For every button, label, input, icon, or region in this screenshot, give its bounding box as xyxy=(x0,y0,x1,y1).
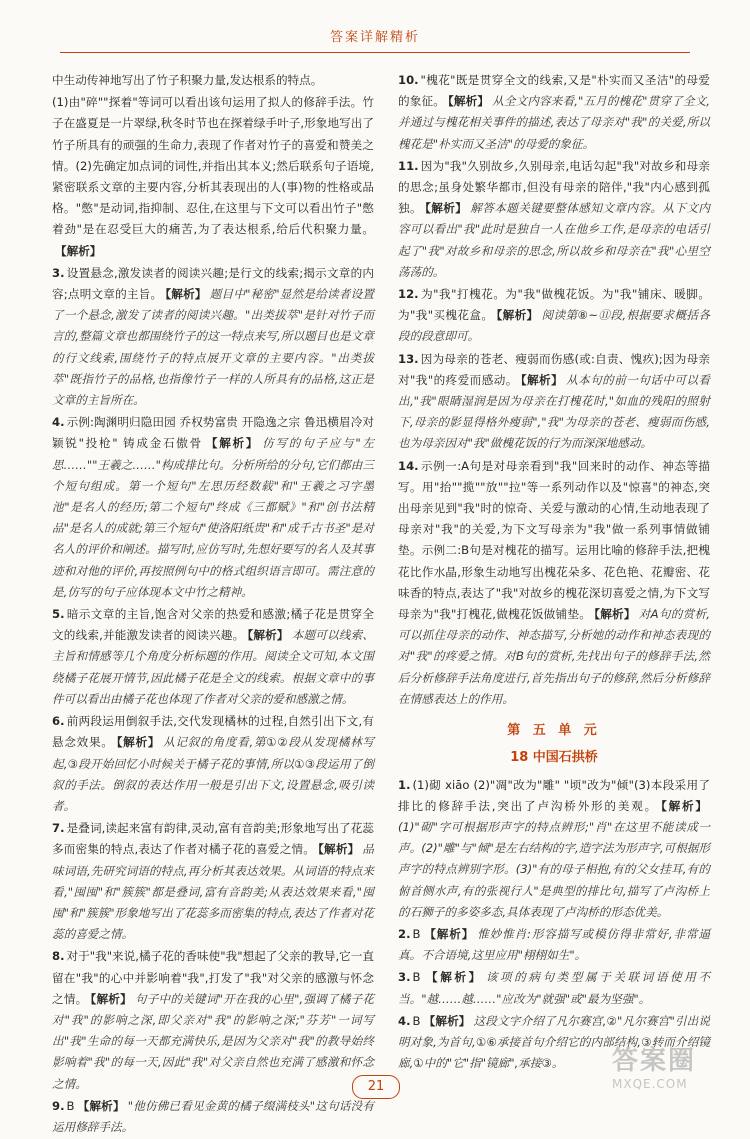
answer-paragraph xyxy=(398,456,710,710)
question-number: 4. xyxy=(398,1013,411,1028)
answer-text: 暗示文章的主旨,饱含对父亲的热爱和感激;橘子花是贯穿全文的线索,并能激发读者的阅读兴趣。 xyxy=(52,607,374,643)
question-number: 11. xyxy=(398,158,419,173)
question-number: 12. xyxy=(398,287,419,302)
answer-text: B xyxy=(412,1013,421,1028)
answer-paragraph xyxy=(398,967,710,1009)
watermark-big: 答案圈 xyxy=(612,1046,697,1076)
analysis-text: 仿写的句子应与"左思……""王羲之……"构成排比句。分析所给的分句,它们都由三个短句组成。第一个短句"左思历经数载"和"王羲之习字墨池"是名人的经历;第二个短句"终成《三都赋》"和"创书法精品"是名人的成就;第三个短句"使洛阳纸贵"和"成千古书圣"是对名人的评价和阐述。描写时,应仿写时,先想好要写的名人及其事迹和对他的评价,再按照例句中的格式组织语言即可。需注意的是,仿写的句子应体现本文中竹之精神。 xyxy=(52,436,374,599)
analysis-tag: 【解析】 xyxy=(425,201,468,216)
question-number: 10. xyxy=(398,73,419,87)
page-header xyxy=(0,0,750,60)
answer-paragraph xyxy=(52,946,374,1094)
analysis-text: "他仿佛已看见金黄的橘子缀满枝头"这句话没有运用修辞手法。 xyxy=(52,1098,374,1134)
question-number: 1. xyxy=(398,777,411,792)
page-number: 21 xyxy=(352,1075,400,1099)
watermark-logo xyxy=(612,1040,732,1100)
answer-text: 前两段运用倒叙手法,交代发现橘林的过程,自然引出下文,有悬念效果。 xyxy=(52,714,374,750)
question-number: 7. xyxy=(52,821,65,836)
analysis-tag: 【解析】 xyxy=(247,628,289,643)
answer-text: 对于"我"来说,橘子花的香味使"我"想起了父亲的教导,它一直留在"我"的心中并影响着"我",打发了"我"对父亲的感激与怀念之情。 xyxy=(52,949,374,1006)
analysis-text: 惟妙惟肖:形容描写或模仿得非常好,非常逼真。不合语境,这里应用"栩栩如生"。 xyxy=(398,926,710,963)
answer-text: 设置悬念,激发读者的阅读兴趣;是行文的线索;揭示文章的内容;点明文章的主旨。 xyxy=(52,265,374,302)
header-title: 答案详解精析 xyxy=(329,30,420,45)
analysis-tag: 【解析】 xyxy=(496,308,539,323)
analysis-tag: 【解析】 xyxy=(423,926,475,941)
answer-text: B xyxy=(412,970,421,985)
analysis-tag: 【解析】 xyxy=(77,1098,125,1113)
answer-paragraph xyxy=(52,818,374,945)
question-number: 9. xyxy=(52,1098,65,1113)
answer-text: 为"我"打槐花。为"我"做槐花饭。为"我"铺床、暖脚。为"我"买槐花盒。 xyxy=(398,287,710,323)
analysis-text: (1)"砌"字可根据形声字的特点辨形;"肖"在这里不能读成一声。(2)"雕"与"倾"是左右结构的字,造字法为形声字,可根据形声字的特点辨别字形。(3)"有的母子相抱,有的父女挂耳,有的俯首侧水声,有的张视行人"是典型的排比句,描写了卢沟桥上的石狮子的多姿多态,具体表现了卢沟桥的形态优美。 xyxy=(398,819,710,919)
answer-paragraph xyxy=(398,284,710,348)
analysis-tag: 【解析】 xyxy=(661,798,707,813)
answer-paragraph xyxy=(398,70,710,155)
answer-paragraph xyxy=(398,349,710,455)
right-column xyxy=(398,70,710,1075)
question-number: 14. xyxy=(398,458,419,473)
analysis-text: 句子中的关键词"开在我的心里",强调了橘子花对"我"的影响之深,即父亲对"我"的影响之深;"芬芳"一词写出"我"生命的每一天都充满快乐,是因为父亲对"我"的教导始终影响着"我"的每一天,因此"我"对父亲自然也充满了感激和怀念之情。 xyxy=(52,991,374,1091)
answer-text: B xyxy=(66,1098,75,1113)
analysis-text: 该项的病句类型属于关联词语使用不当。"越……越……"应改为"就强"或"最为坚强"。 xyxy=(398,970,710,1006)
header-rule xyxy=(60,52,690,53)
answer-paragraph xyxy=(52,92,374,262)
question-number: 3. xyxy=(398,970,411,985)
analysis-tag: 【解析】 xyxy=(205,436,260,451)
question-number: 4. xyxy=(52,415,65,430)
analysis-text: 这段文字介绍了凡尔赛宫,②"凡尔赛宫"引出说明对象,为首句,①⑥承接首句介绍它的内部结构,③转而介绍镜廊,①中的"它"指"镜廊",承接③。 xyxy=(398,1013,710,1071)
question-number: 6. xyxy=(52,714,65,729)
analysis-tag: 【解析】 xyxy=(165,287,207,302)
answer-text: "槐花"既是贯穿全文的线索,又是"朴实而又圣洁"的母爱的象征。 xyxy=(398,73,710,109)
answer-text: (1)砌 xiāo (2)"凋"改为"雕" "顷"改为"倾"(3)本段采用了排比的修辞手法,突出了卢沟桥外形的美观。 xyxy=(398,777,710,813)
answer-text: 因为"我"久别故乡,久别母亲,电话勾起"我"对故乡和母亲的思念;虽身处繁华都市,但没有母亲的陪伴,"我"内心感到孤独。 xyxy=(398,158,710,216)
analysis-tag: 【解析】 xyxy=(423,970,483,985)
answer-text: B xyxy=(412,926,421,941)
analysis-text: 对A句的赏析,可以抓住母亲的动作、神态描写,分析她的动作和神态表现的对"我"的疼爱之情。对B句的赏析,先找出句子的修辞手法,然后分析修辞手法角度进行,首先指出句子的修辞,然后分析修辞在情感表达上的作用。 xyxy=(398,607,710,706)
answer-paragraph xyxy=(398,924,710,966)
question-number: 2. xyxy=(398,926,411,941)
analysis-text: 解答本题关键要整体感知文章内容。从下文内容可以看出"我"此时是独自一人在他乡工作,是母亲的电话引起了"我"对故乡和母亲的思念,所以故乡和母亲在"我"心里空荡荡的。 xyxy=(398,201,710,279)
question-number: 8. xyxy=(52,949,65,964)
answer-text: 因为母亲的苍老、瘦弱而伤感(或:自责、愧疚);因为母亲对"我"的疼爱而感动。 xyxy=(398,351,710,387)
analysis-tag: 【解析】 xyxy=(447,94,490,109)
left-column xyxy=(52,70,374,1139)
analysis-tag: 【解析】 xyxy=(55,243,102,258)
answer-text: 中生动传神地写出了竹子积聚力量,发达根系的特点。 xyxy=(52,73,323,87)
analysis-text: 本题可以线索、主旨和情感等几个角度分析标题的作用。阅读全文可知,本文围绕橘子花展开情节,因此橘子花是全文的线索。根据文章中的事件可以看出由橘子花也体现了作者对父亲的爱和感激之情。 xyxy=(52,628,374,706)
analysis-tag: 【解析】 xyxy=(520,372,564,387)
lesson-title: 18 中国石拱桥 xyxy=(510,750,598,766)
answer-text: 是叠词,读起来富有韵律,灵动,富有音韵美;形象地写出了花蕊多而密集的特点,表达了作者对橘子花的喜爱之情。 xyxy=(52,821,374,857)
analysis-text: 从本句的前一句话中可以看出,"我"眼睛湿润是因为母亲在打槐花时,"如血的残阳的照射下,母亲的影显得格外瘦弱","我"为母亲的苍老、瘦弱而伤感,也为母亲因对"我"做槐花饭的行为而深深地感动。 xyxy=(398,372,710,451)
answer-text: 示例一:A句是对母亲看到"我"回来时的动作、神态等描写。用"抬""揽""放""拉"等一系列动作以及"惊喜"的神态,突出母亲见到"我"时的惊奇、关爱与激动的心情,生动地表现了母亲对"我"的关爱,为下文写母亲为"我"做一系列事情做铺垫。示例二:B句是对槐花的描写。运用比喻的修辞手法,把槐花比作水晶,形象生动地写出槐花朵多、花色艳、花瓣密、花味香的特点,表达了"我"对故乡的槐花深切喜爱之情,为下文写母亲为"我"打槐花,做槐花饭做铺垫。 xyxy=(398,458,710,622)
analysis-text: 题目中"秘密"显然是给读者设置了一个悬念,激发了读者的阅读兴趣。"出类拔萃"是针对竹子而言的,整篇文章也都围绕竹子的这一特点来写,所以题目也是文章的行文线索,围绕竹子的特点展开文章的主要内容。"出类拔萃"既指竹子的品格,也指像竹子一样的人所具有的品格,这正是文章的主旨所在。 xyxy=(52,287,374,408)
answer-paragraph xyxy=(52,412,374,603)
answer-paragraph xyxy=(52,263,374,411)
answer-text: (1)由"碎""探着"等词可以看出该句运用了拟人的修辞手法。竹子在盛夏是一片翠绿,秋冬时节也在探着绿手叶子,形象地写出了竹子所具有的顽强的生命力,表现了作者对竹子的喜爱和赞美之情。(2)先确定加点词的词性,并指出其本义;然后联系句子语境,紧密联系文章的主要内容,分析其表现出的人(事)物的性格或品格。"憋"是动词,指抑制、忍住,在这里与下文可以看出竹子"憋着劲"是在忍受巨大的痛苦,为了表达根系,给后代积聚力量。 xyxy=(52,95,374,237)
analysis-text: 阅读第⑧~⑪段,根据要求概括各段的段意即可。 xyxy=(398,308,711,344)
unit-title: 第 五 单 元 xyxy=(507,723,601,739)
analysis-tag: 【解析】 xyxy=(90,991,132,1006)
question-number: 13. xyxy=(398,351,419,366)
analysis-text: 从全文内容来看,"五月的槐花"贯穿了全文,并通过与槐花相关事件的描述,表达了母亲对"我"的关爱,所以槐花是"朴实而又圣洁"的母爱的象征。 xyxy=(398,94,710,151)
watermark-small: MXQE.COM xyxy=(612,1077,688,1091)
answer-paragraph xyxy=(52,604,374,710)
answer-paragraph xyxy=(52,70,374,91)
answer-paragraph xyxy=(52,1096,374,1138)
analysis-text: 从记叙的角度看,第①②段从发现橘林写起,③段开始回忆小时候关于橘子花的事情,所以①③段运用了倒叙的手法。倒叙的表达作用一般是引出下文,设置悬念,吸引读者。 xyxy=(52,735,374,813)
question-number: 3. xyxy=(52,265,65,280)
analysis-tag: 【解析】 xyxy=(116,735,161,750)
analysis-tag: 【解析】 xyxy=(423,1013,471,1028)
answer-paragraph xyxy=(398,775,710,923)
question-number: 5. xyxy=(52,607,65,622)
analysis-tag: 【解析】 xyxy=(594,607,636,622)
analysis-text: 品味词语,先研究词语的特点,再分析其表达效果。从词语的特点来看,"囤囤"和"簇簇"都是叠词,富有音韵美;从表达效果来看,"囤囤"和"簇簇"形象地写出了花蕊多而密集的特点,表达了作者对花蕊的喜爱之情。 xyxy=(52,842,374,942)
answer-paragraph xyxy=(52,711,374,817)
answer-paragraph xyxy=(398,156,710,283)
answer-text: 示例:陶渊明归隐田园 乔权势富贵 开隐逸之宗 鲁迅横眉冷对 颖锐"投枪" 铸成金石傲骨 xyxy=(52,415,374,451)
analysis-tag: 【解析】 xyxy=(318,842,360,857)
